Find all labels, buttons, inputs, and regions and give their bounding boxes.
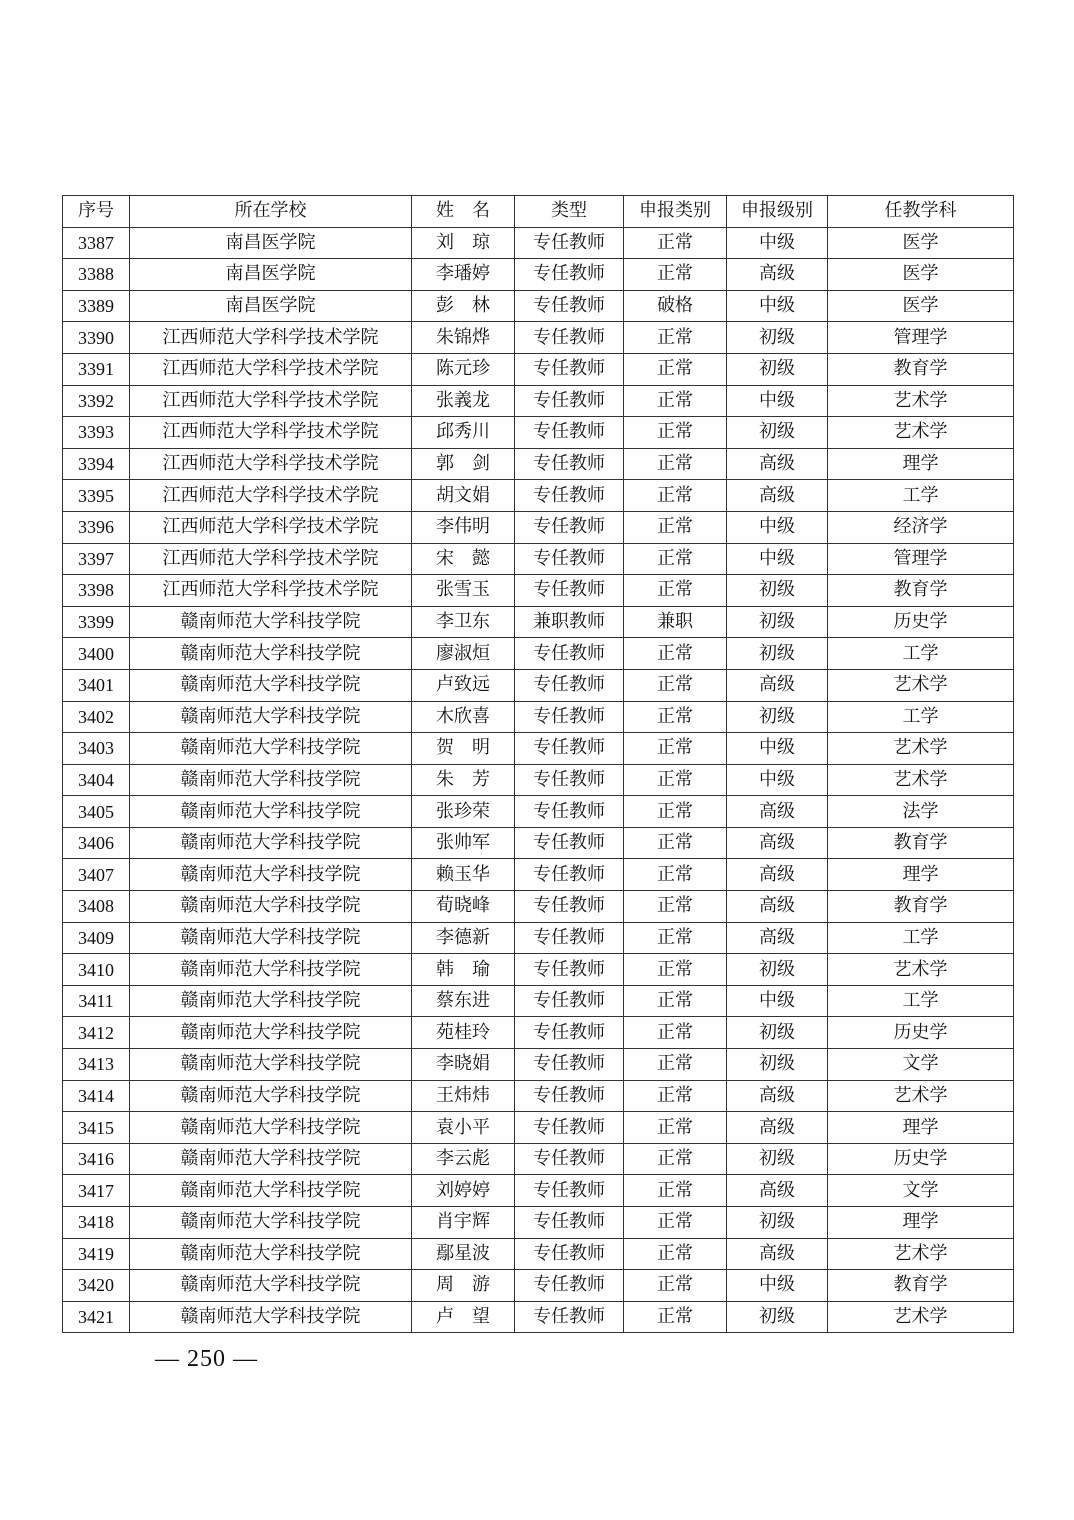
cell-name: 贺 明 (412, 733, 515, 765)
cell-school: 赣南师范大学科技学院 (130, 1301, 412, 1333)
cell-type: 专任教师 (515, 1080, 624, 1112)
cell-name: 蔡东进 (412, 985, 515, 1017)
cell-category: 正常 (624, 227, 727, 259)
cell-level: 初级 (727, 1017, 828, 1049)
cell-subject: 理学 (828, 859, 1014, 891)
cell-seq: 3390 (63, 322, 130, 354)
cell-name: 周 游 (412, 1270, 515, 1302)
cell-category: 正常 (624, 1112, 727, 1144)
cell-school: 江西师范大学科学技术学院 (130, 322, 412, 354)
table-row (63, 480, 1014, 512)
cell-name: 苑桂玲 (412, 1017, 515, 1049)
cell-type: 专任教师 (515, 1017, 624, 1049)
cell-seq: 3388 (63, 259, 130, 291)
cell-category: 正常 (624, 385, 727, 417)
cell-school: 南昌医学院 (130, 290, 412, 322)
cell-level: 初级 (727, 1049, 828, 1081)
cell-level: 高级 (727, 259, 828, 291)
cell-seq: 3397 (63, 543, 130, 575)
cell-subject: 工学 (828, 701, 1014, 733)
cell-seq: 3392 (63, 385, 130, 417)
cell-type: 专任教师 (515, 1049, 624, 1081)
cell-type: 专任教师 (515, 1301, 624, 1333)
cell-school: 江西师范大学科学技术学院 (130, 511, 412, 543)
cell-type: 专任教师 (515, 385, 624, 417)
cell-name: 李卫东 (412, 606, 515, 638)
cell-type: 专任教师 (515, 480, 624, 512)
cell-level: 初级 (727, 1301, 828, 1333)
cell-category: 正常 (624, 1049, 727, 1081)
cell-seq: 3395 (63, 480, 130, 512)
cell-category: 正常 (624, 922, 727, 954)
cell-name: 邱秀川 (412, 417, 515, 449)
cell-level: 初级 (727, 353, 828, 385)
cell-type: 专任教师 (515, 1238, 624, 1270)
cell-level: 高级 (727, 1112, 828, 1144)
cell-seq: 3396 (63, 511, 130, 543)
table-row (63, 922, 1014, 954)
cell-subject: 管理学 (828, 543, 1014, 575)
cell-name: 荀晓峰 (412, 891, 515, 923)
cell-level: 中级 (727, 385, 828, 417)
cell-school: 赣南师范大学科技学院 (130, 796, 412, 828)
table-row (63, 764, 1014, 796)
cell-level: 中级 (727, 543, 828, 575)
cell-category: 正常 (624, 891, 727, 923)
cell-category: 正常 (624, 511, 727, 543)
cell-subject: 历史学 (828, 606, 1014, 638)
table-row (63, 669, 1014, 701)
cell-type: 专任教师 (515, 259, 624, 291)
header-application-level: 申报级别 (727, 196, 828, 228)
cell-level: 高级 (727, 922, 828, 954)
cell-type: 专任教师 (515, 290, 624, 322)
cell-name: 韩 瑜 (412, 954, 515, 986)
cell-level: 高级 (727, 1175, 828, 1207)
cell-name: 李晓娟 (412, 1049, 515, 1081)
cell-level: 高级 (727, 669, 828, 701)
cell-name: 刘婷婷 (412, 1175, 515, 1207)
cell-subject: 经济学 (828, 511, 1014, 543)
cell-seq: 3404 (63, 764, 130, 796)
cell-seq: 3406 (63, 827, 130, 859)
table-row (63, 385, 1014, 417)
cell-category: 正常 (624, 259, 727, 291)
cell-subject: 医学 (828, 259, 1014, 291)
header-application-category: 申报类别 (624, 196, 727, 228)
cell-category: 正常 (624, 480, 727, 512)
table-row (63, 259, 1014, 291)
cell-name: 木欣喜 (412, 701, 515, 733)
cell-school: 赣南师范大学科技学院 (130, 606, 412, 638)
cell-category: 正常 (624, 985, 727, 1017)
cell-category: 正常 (624, 543, 727, 575)
cell-type: 专任教师 (515, 827, 624, 859)
cell-level: 高级 (727, 796, 828, 828)
cell-seq: 3387 (63, 227, 130, 259)
cell-school: 赣南师范大学科技学院 (130, 985, 412, 1017)
table-row (63, 796, 1014, 828)
cell-subject: 工学 (828, 922, 1014, 954)
cell-category: 正常 (624, 1017, 727, 1049)
cell-school: 江西师范大学科学技术学院 (130, 480, 412, 512)
cell-subject: 艺术学 (828, 764, 1014, 796)
cell-school: 赣南师范大学科技学院 (130, 827, 412, 859)
cell-level: 初级 (727, 417, 828, 449)
table-row (63, 575, 1014, 607)
cell-level: 初级 (727, 954, 828, 986)
table-row (63, 859, 1014, 891)
cell-level: 中级 (727, 764, 828, 796)
cell-category: 正常 (624, 353, 727, 385)
table-row (63, 1270, 1014, 1302)
cell-seq: 3415 (63, 1112, 130, 1144)
cell-type: 专任教师 (515, 448, 624, 480)
cell-level: 初级 (727, 322, 828, 354)
cell-level: 高级 (727, 827, 828, 859)
cell-subject: 艺术学 (828, 385, 1014, 417)
cell-name: 李伟明 (412, 511, 515, 543)
cell-school: 江西师范大学科学技术学院 (130, 575, 412, 607)
cell-category: 正常 (624, 954, 727, 986)
cell-type: 专任教师 (515, 764, 624, 796)
cell-seq: 3412 (63, 1017, 130, 1049)
cell-name: 李璠婷 (412, 259, 515, 291)
cell-name: 李德新 (412, 922, 515, 954)
cell-school: 赣南师范大学科技学院 (130, 1207, 412, 1239)
table-row (63, 1049, 1014, 1081)
cell-type: 专任教师 (515, 575, 624, 607)
cell-type: 专任教师 (515, 859, 624, 891)
cell-type: 专任教师 (515, 954, 624, 986)
cell-level: 中级 (727, 290, 828, 322)
cell-name: 袁小平 (412, 1112, 515, 1144)
cell-seq: 3413 (63, 1049, 130, 1081)
table-row (63, 290, 1014, 322)
table-row (63, 417, 1014, 449)
cell-school: 赣南师范大学科技学院 (130, 638, 412, 670)
cell-level: 初级 (727, 1207, 828, 1239)
cell-category: 正常 (624, 669, 727, 701)
cell-school: 江西师范大学科学技术学院 (130, 448, 412, 480)
cell-name: 李云彪 (412, 1143, 515, 1175)
cell-level: 高级 (727, 480, 828, 512)
cell-seq: 3402 (63, 701, 130, 733)
cell-category: 正常 (624, 1301, 727, 1333)
cell-type: 专任教师 (515, 1175, 624, 1207)
cell-school: 赣南师范大学科技学院 (130, 954, 412, 986)
cell-type: 专任教师 (515, 701, 624, 733)
table-row (63, 954, 1014, 986)
cell-subject: 教育学 (828, 891, 1014, 923)
cell-type: 专任教师 (515, 922, 624, 954)
cell-seq: 3417 (63, 1175, 130, 1207)
cell-level: 中级 (727, 227, 828, 259)
cell-subject: 艺术学 (828, 1238, 1014, 1270)
cell-seq: 3407 (63, 859, 130, 891)
table-row (63, 1143, 1014, 1175)
cell-school: 江西师范大学科学技术学院 (130, 353, 412, 385)
cell-category: 正常 (624, 1238, 727, 1270)
cell-seq: 3403 (63, 733, 130, 765)
cell-type: 兼职教师 (515, 606, 624, 638)
cell-level: 中级 (727, 1270, 828, 1302)
cell-seq: 3393 (63, 417, 130, 449)
cell-category: 正常 (624, 1175, 727, 1207)
cell-level: 高级 (727, 448, 828, 480)
table-header-row (63, 196, 1014, 228)
cell-seq: 3400 (63, 638, 130, 670)
cell-school: 南昌医学院 (130, 227, 412, 259)
cell-name: 朱锦烨 (412, 322, 515, 354)
cell-name: 卢 望 (412, 1301, 515, 1333)
cell-school: 江西师范大学科学技术学院 (130, 385, 412, 417)
cell-name: 宋 懿 (412, 543, 515, 575)
cell-category: 正常 (624, 733, 727, 765)
cell-seq: 3408 (63, 891, 130, 923)
cell-subject: 法学 (828, 796, 1014, 828)
table-row (63, 1301, 1014, 1333)
cell-type: 专任教师 (515, 1207, 624, 1239)
cell-subject: 艺术学 (828, 1301, 1014, 1333)
table-row (63, 733, 1014, 765)
table-row (63, 891, 1014, 923)
cell-type: 专任教师 (515, 985, 624, 1017)
cell-category: 正常 (624, 1207, 727, 1239)
cell-subject: 理学 (828, 1112, 1014, 1144)
cell-category: 正常 (624, 1270, 727, 1302)
cell-type: 专任教师 (515, 322, 624, 354)
cell-type: 专任教师 (515, 227, 624, 259)
cell-level: 中级 (727, 511, 828, 543)
cell-level: 高级 (727, 1080, 828, 1112)
cell-name: 张珍荣 (412, 796, 515, 828)
table-row (63, 353, 1014, 385)
cell-seq: 3418 (63, 1207, 130, 1239)
table-row (63, 1207, 1014, 1239)
cell-name: 张義龙 (412, 385, 515, 417)
cell-level: 初级 (727, 606, 828, 638)
table-row (63, 827, 1014, 859)
cell-category: 正常 (624, 1143, 727, 1175)
cell-school: 赣南师范大学科技学院 (130, 859, 412, 891)
cell-seq: 3409 (63, 922, 130, 954)
cell-school: 赣南师范大学科技学院 (130, 701, 412, 733)
cell-level: 高级 (727, 891, 828, 923)
table-row (63, 448, 1014, 480)
cell-name: 廖淑烜 (412, 638, 515, 670)
table-row (63, 1080, 1014, 1112)
cell-level: 初级 (727, 1143, 828, 1175)
cell-name: 朱 芳 (412, 764, 515, 796)
cell-seq: 3410 (63, 954, 130, 986)
cell-name: 张雪玉 (412, 575, 515, 607)
table-row (63, 606, 1014, 638)
cell-category: 正常 (624, 638, 727, 670)
cell-category: 正常 (624, 322, 727, 354)
cell-school: 赣南师范大学科技学院 (130, 1112, 412, 1144)
cell-seq: 3414 (63, 1080, 130, 1112)
cell-subject: 教育学 (828, 827, 1014, 859)
table-row (63, 543, 1014, 575)
cell-name: 郭 剑 (412, 448, 515, 480)
cell-type: 专任教师 (515, 417, 624, 449)
cell-type: 专任教师 (515, 353, 624, 385)
cell-seq: 3421 (63, 1301, 130, 1333)
cell-category: 破格 (624, 290, 727, 322)
cell-type: 专任教师 (515, 1112, 624, 1144)
cell-name: 张帅军 (412, 827, 515, 859)
cell-seq: 3391 (63, 353, 130, 385)
cell-school: 赣南师范大学科技学院 (130, 764, 412, 796)
cell-school: 赣南师范大学科技学院 (130, 1049, 412, 1081)
cell-type: 专任教师 (515, 543, 624, 575)
cell-subject: 工学 (828, 480, 1014, 512)
cell-subject: 文学 (828, 1175, 1014, 1207)
cell-seq: 3411 (63, 985, 130, 1017)
cell-school: 赣南师范大学科技学院 (130, 1175, 412, 1207)
cell-school: 江西师范大学科学技术学院 (130, 417, 412, 449)
cell-type: 专任教师 (515, 733, 624, 765)
cell-level: 初级 (727, 638, 828, 670)
cell-type: 专任教师 (515, 891, 624, 923)
cell-category: 正常 (624, 448, 727, 480)
cell-level: 初级 (727, 701, 828, 733)
cell-school: 南昌医学院 (130, 259, 412, 291)
cell-seq: 3394 (63, 448, 130, 480)
cell-seq: 3420 (63, 1270, 130, 1302)
cell-category: 正常 (624, 796, 727, 828)
cell-subject: 医学 (828, 227, 1014, 259)
header-seq: 序号 (63, 196, 130, 228)
table-row (63, 1112, 1014, 1144)
cell-subject: 历史学 (828, 1017, 1014, 1049)
table-row (63, 322, 1014, 354)
cell-subject: 工学 (828, 985, 1014, 1017)
cell-subject: 教育学 (828, 1270, 1014, 1302)
cell-category: 正常 (624, 827, 727, 859)
table-row (63, 511, 1014, 543)
table-row (63, 227, 1014, 259)
cell-school: 赣南师范大学科技学院 (130, 1017, 412, 1049)
cell-subject: 教育学 (828, 575, 1014, 607)
cell-seq: 3389 (63, 290, 130, 322)
cell-subject: 文学 (828, 1049, 1014, 1081)
cell-subject: 理学 (828, 448, 1014, 480)
cell-subject: 教育学 (828, 353, 1014, 385)
cell-name: 肖宇辉 (412, 1207, 515, 1239)
cell-subject: 艺术学 (828, 669, 1014, 701)
cell-level: 中级 (727, 733, 828, 765)
cell-type: 专任教师 (515, 796, 624, 828)
header-type: 类型 (515, 196, 624, 228)
cell-category: 正常 (624, 575, 727, 607)
cell-school: 赣南师范大学科技学院 (130, 1270, 412, 1302)
cell-type: 专任教师 (515, 1270, 624, 1302)
cell-category: 正常 (624, 701, 727, 733)
cell-subject: 工学 (828, 638, 1014, 670)
cell-category: 正常 (624, 859, 727, 891)
cell-type: 专任教师 (515, 1143, 624, 1175)
cell-subject: 艺术学 (828, 733, 1014, 765)
cell-subject: 历史学 (828, 1143, 1014, 1175)
cell-type: 专任教师 (515, 511, 624, 543)
cell-category: 正常 (624, 1080, 727, 1112)
cell-level: 初级 (727, 575, 828, 607)
cell-seq: 3405 (63, 796, 130, 828)
cell-school: 赣南师范大学科技学院 (130, 922, 412, 954)
table-row (63, 1238, 1014, 1270)
cell-school: 江西师范大学科学技术学院 (130, 543, 412, 575)
cell-school: 赣南师范大学科技学院 (130, 1143, 412, 1175)
table-row (63, 701, 1014, 733)
table-body (63, 227, 1014, 1333)
cell-seq: 3419 (63, 1238, 130, 1270)
cell-school: 赣南师范大学科技学院 (130, 1238, 412, 1270)
cell-subject: 艺术学 (828, 954, 1014, 986)
cell-name: 鄢星波 (412, 1238, 515, 1270)
cell-name: 刘 琼 (412, 227, 515, 259)
header-subject: 任教学科 (828, 196, 1014, 228)
cell-category: 兼职 (624, 606, 727, 638)
cell-level: 中级 (727, 985, 828, 1017)
cell-subject: 艺术学 (828, 1080, 1014, 1112)
cell-name: 卢致远 (412, 669, 515, 701)
cell-type: 专任教师 (515, 669, 624, 701)
table-row (63, 985, 1014, 1017)
cell-school: 赣南师范大学科技学院 (130, 669, 412, 701)
cell-name: 胡文娟 (412, 480, 515, 512)
cell-school: 赣南师范大学科技学院 (130, 891, 412, 923)
cell-level: 高级 (727, 859, 828, 891)
cell-seq: 3399 (63, 606, 130, 638)
header-name: 姓 名 (412, 196, 515, 228)
cell-subject: 管理学 (828, 322, 1014, 354)
table-row (63, 1017, 1014, 1049)
cell-school: 赣南师范大学科技学院 (130, 733, 412, 765)
table-row (63, 1175, 1014, 1207)
table-row (63, 638, 1014, 670)
cell-seq: 3416 (63, 1143, 130, 1175)
cell-category: 正常 (624, 764, 727, 796)
cell-school: 赣南师范大学科技学院 (130, 1080, 412, 1112)
cell-name: 陈元珍 (412, 353, 515, 385)
cell-name: 赖玉华 (412, 859, 515, 891)
header-school: 所在学校 (130, 196, 412, 228)
cell-name: 王炜炜 (412, 1080, 515, 1112)
cell-type: 专任教师 (515, 638, 624, 670)
cell-subject: 医学 (828, 290, 1014, 322)
page-number: — 250 — (155, 1346, 258, 1372)
teacher-roster-table (62, 195, 1014, 1333)
cell-seq: 3401 (63, 669, 130, 701)
cell-level: 高级 (727, 1238, 828, 1270)
cell-subject: 理学 (828, 1207, 1014, 1239)
cell-name: 彭 林 (412, 290, 515, 322)
cell-seq: 3398 (63, 575, 130, 607)
cell-category: 正常 (624, 417, 727, 449)
cell-subject: 艺术学 (828, 417, 1014, 449)
